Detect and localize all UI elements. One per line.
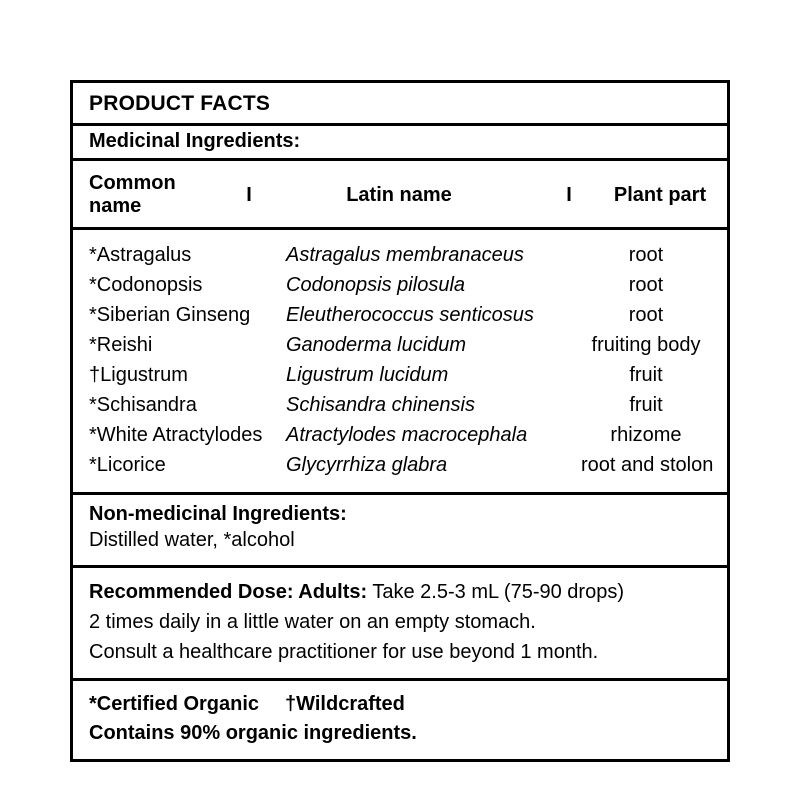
title-section	[73, 83, 727, 123]
plant-part-cell: root and stolon	[581, 454, 714, 476]
common-name-cell: *Siberian Ginseng	[89, 304, 251, 326]
column-separator: I	[566, 183, 572, 206]
table-row	[89, 390, 711, 420]
footer-section	[73, 678, 727, 759]
latin-name-cell: Eleutherococcus senticosus	[286, 304, 534, 326]
plant-part-cell: root	[628, 304, 664, 326]
dose-line-3: Consult a healthcare practitioner for use beyond 1 month.	[89, 641, 599, 663]
plant-part-cell: rhizome	[610, 424, 682, 446]
dose-line-2: 2 times daily in a little water on an empty stomach.	[89, 611, 536, 633]
table-row	[89, 240, 711, 270]
common-name-cell: *Astragalus	[89, 244, 192, 266]
common-name-cell: *Schisandra	[89, 394, 197, 416]
wildcrafted-legend: †Wildcrafted	[285, 693, 405, 715]
dose-section	[73, 565, 727, 678]
legend-line	[89, 690, 711, 719]
common-name-cell: †Ligustrum	[89, 364, 188, 386]
product-facts-panel	[70, 80, 730, 762]
table-row	[89, 300, 711, 330]
certified-organic-legend: *Certified Organic	[89, 693, 260, 715]
column-header-plant-part: Plant part	[613, 183, 707, 206]
latin-name-cell: Ligustrum lucidum	[286, 364, 449, 386]
dose-line-1	[89, 577, 711, 607]
column-header-common-name: Common name	[89, 172, 176, 217]
non-medicinal-section	[73, 492, 727, 565]
plant-part-cell: fruit	[629, 364, 663, 386]
column-header-latin-name: Latin name	[346, 183, 452, 206]
table-row	[89, 270, 711, 300]
ingredients-table	[73, 227, 727, 492]
latin-name-cell: Codonopsis pilosula	[286, 274, 466, 296]
column-separator: I	[246, 183, 252, 206]
common-name-cell: *Licorice	[89, 454, 166, 476]
table-row	[89, 360, 711, 390]
medicinal-heading: Medicinal Ingredients:	[73, 123, 727, 158]
dose-line-1-rest: Take 2.5-3 mL (75-90 drops)	[367, 581, 624, 603]
latin-name-cell: Atractylodes macrocephala	[286, 424, 528, 446]
organic-content-statement: Contains 90% organic ingredients.	[89, 722, 417, 744]
common-name-cell: *White Atractylodes	[89, 424, 263, 446]
latin-name-cell: Astragalus membranaceus	[286, 244, 524, 266]
table-row	[89, 420, 711, 450]
common-name-cell: *Reishi	[89, 334, 153, 356]
plant-part-cell: root	[628, 274, 664, 296]
non-medicinal-text: Distilled water, *alcohol	[89, 529, 295, 551]
dose-label: Recommended Dose: Adults:	[89, 581, 368, 603]
latin-name-cell: Schisandra chinensis	[286, 394, 475, 416]
table-row	[89, 450, 714, 480]
non-medicinal-heading: Non-medicinal Ingredients:	[89, 503, 347, 525]
latin-name-cell: Glycyrrhiza glabra	[286, 454, 448, 476]
plant-part-cell: fruit	[629, 394, 663, 416]
latin-name-cell: Ganoderma lucidum	[286, 334, 467, 356]
common-name-cell: *Codonopsis	[89, 274, 203, 296]
table-row	[89, 330, 711, 360]
table-header-row	[73, 158, 727, 227]
plant-part-cell: root	[628, 244, 664, 266]
plant-part-cell: fruiting body	[591, 334, 701, 356]
panel-title: PRODUCT FACTS	[89, 92, 271, 115]
